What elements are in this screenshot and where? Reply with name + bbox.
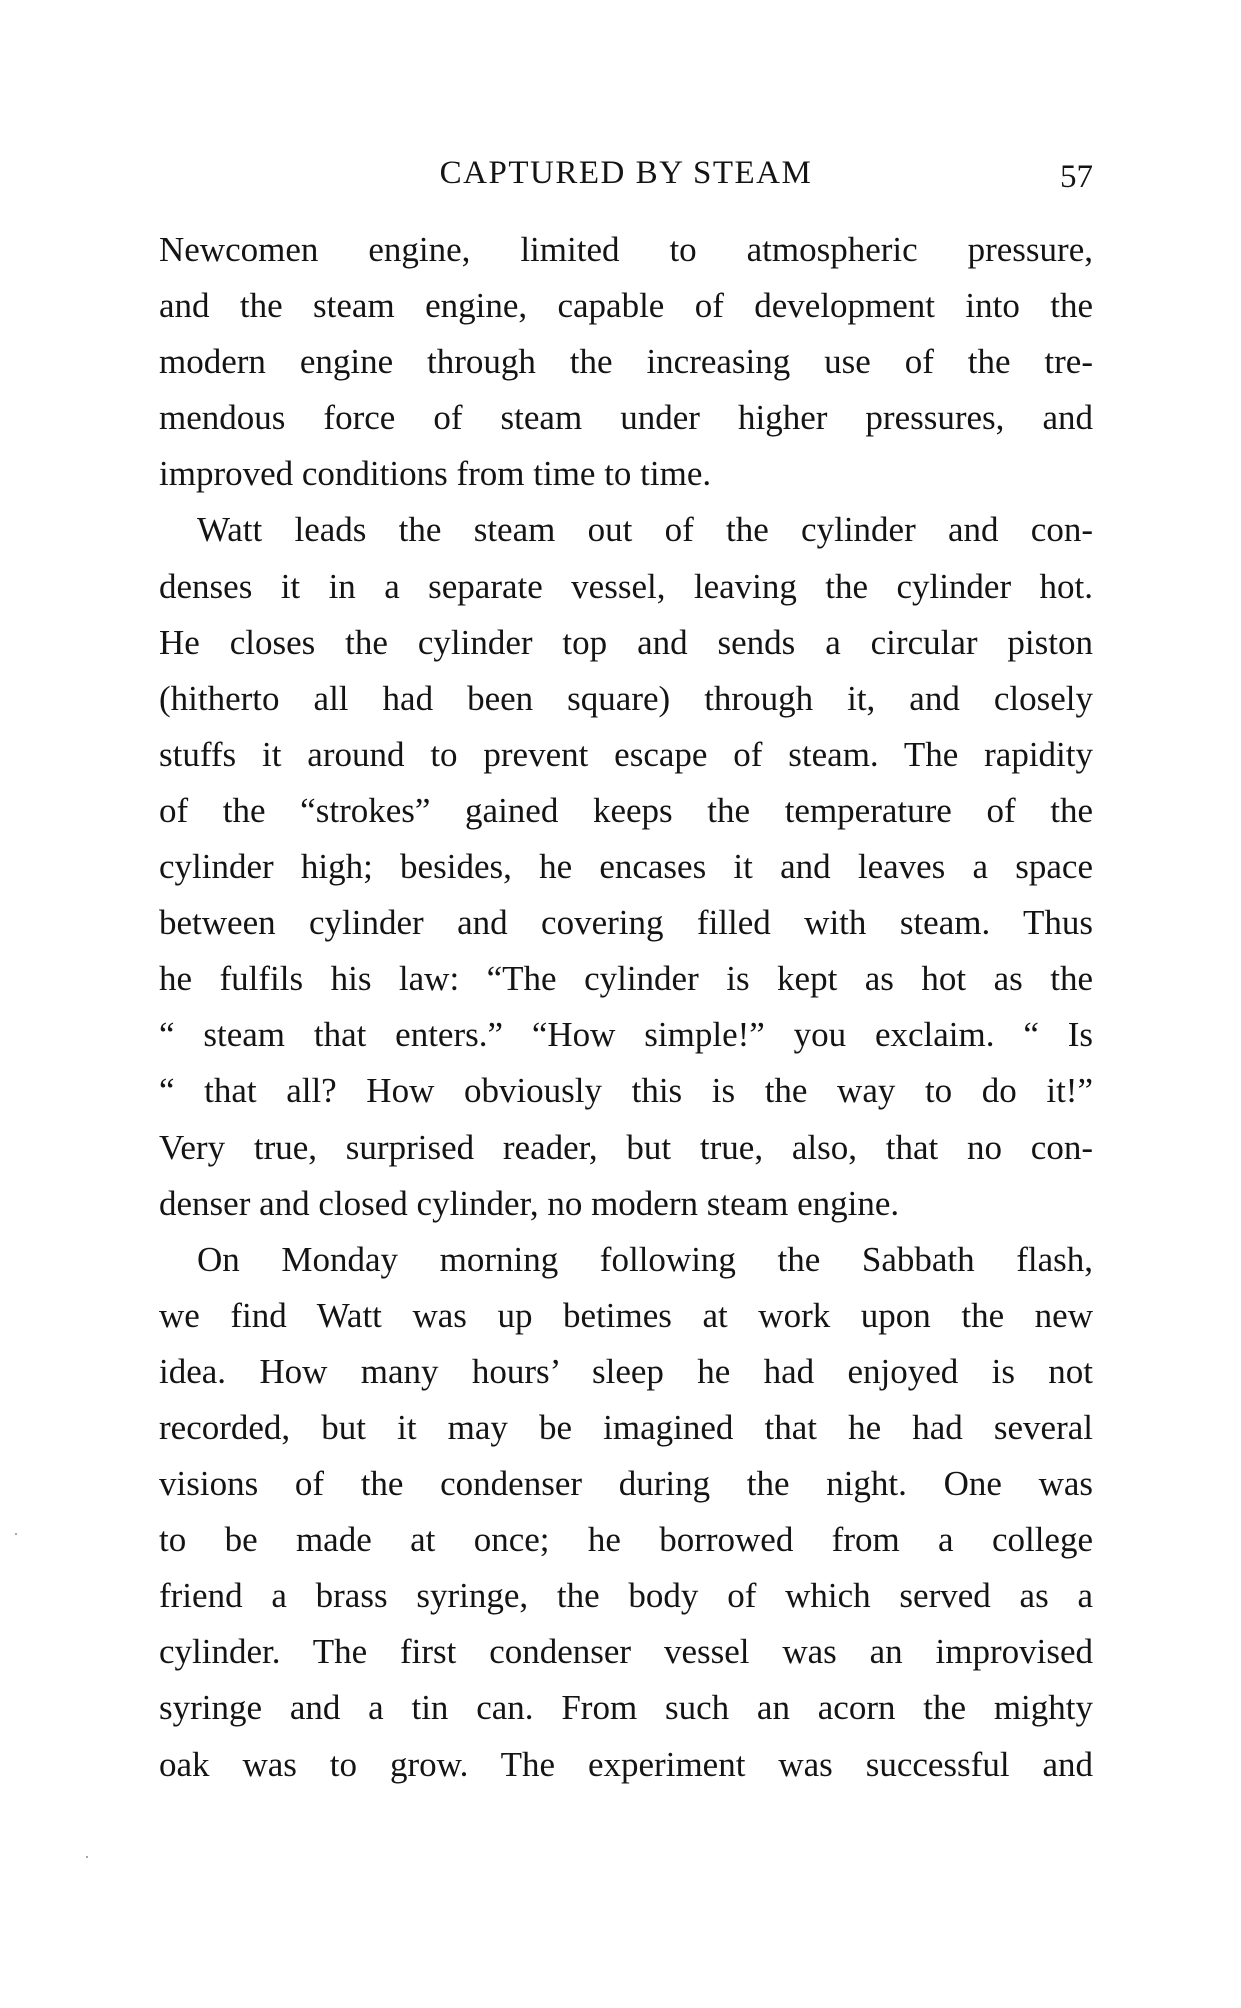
text-line: between cylinder and covering filled with steam. Thus bbox=[159, 903, 1093, 943]
text-line: syringe and a tin can. From such an acorn the mighty bbox=[159, 1688, 1093, 1728]
text-line: oak was to grow. The experiment was successful and bbox=[159, 1744, 1093, 1784]
paragraph bbox=[159, 222, 1093, 502]
text-line: “ steam that enters.” “How simple!” you exclaim. “ Is bbox=[159, 1015, 1093, 1055]
text-line: Very true, surprised reader, but true, also, that no con- bbox=[159, 1127, 1093, 1167]
page-number: 57 bbox=[1060, 159, 1093, 195]
text-line: “ that all? How obviously this is the way to do it!” bbox=[159, 1071, 1093, 1111]
text-line: recorded, but it may be imagined that he had several bbox=[159, 1407, 1093, 1447]
text-line: cylinder high; besides, he encases it and leaves a space bbox=[159, 847, 1093, 887]
text-line: stuffs it around to prevent escape of steam. The rapidity bbox=[159, 734, 1093, 774]
text-line: Watt leads the steam out of the cylinder and con- bbox=[197, 510, 1093, 550]
text-line: friend a brass syringe, the body of which served as a bbox=[159, 1576, 1093, 1616]
text-line: mendous force of steam under higher pressures, and bbox=[159, 398, 1093, 438]
text-line: and the steam engine, capable of development into the bbox=[159, 286, 1093, 326]
text-line: of the “strokes” gained keeps the temperature of the bbox=[159, 790, 1093, 830]
running-title: CAPTURED BY STEAM bbox=[439, 155, 813, 191]
text-line: visions of the condenser during the night. One was bbox=[159, 1464, 1093, 1504]
text-line: Newcomen engine, limited to atmospheric pressure, bbox=[159, 230, 1093, 269]
text-line: improved conditions from time to time. bbox=[159, 454, 712, 494]
text-line: On Monday morning following the Sabbath flash, bbox=[197, 1239, 1093, 1279]
text-line: denses it in a separate vessel, leaving the cylinder hot. bbox=[159, 566, 1093, 606]
text-line: cylinder. The first condenser vessel was an improvised bbox=[159, 1632, 1093, 1672]
running-head bbox=[159, 150, 1093, 196]
text-line: denser and closed cylinder, no modern steam engine. bbox=[159, 1183, 900, 1223]
text-line: modern engine through the increasing use of the tre- bbox=[159, 342, 1093, 382]
text-line: idea. How many hours’ sleep he had enjoyed is not bbox=[159, 1351, 1093, 1391]
text-line: he fulfils his law: “The cylinder is kept as hot as the bbox=[159, 959, 1093, 999]
paragraph bbox=[159, 502, 1093, 1231]
text-line: (hitherto all had been square) through it, and closely bbox=[159, 678, 1093, 718]
scan-speck bbox=[15, 1533, 17, 1535]
body-text bbox=[159, 222, 1093, 1793]
text-line: to be made at once; he borrowed from a college bbox=[159, 1520, 1093, 1560]
text-line: we find Watt was up betimes at work upon the new bbox=[159, 1295, 1093, 1335]
text-line: He closes the cylinder top and sends a circular piston bbox=[159, 622, 1093, 662]
paragraph bbox=[159, 1232, 1093, 1793]
scan-speck bbox=[86, 1856, 88, 1858]
